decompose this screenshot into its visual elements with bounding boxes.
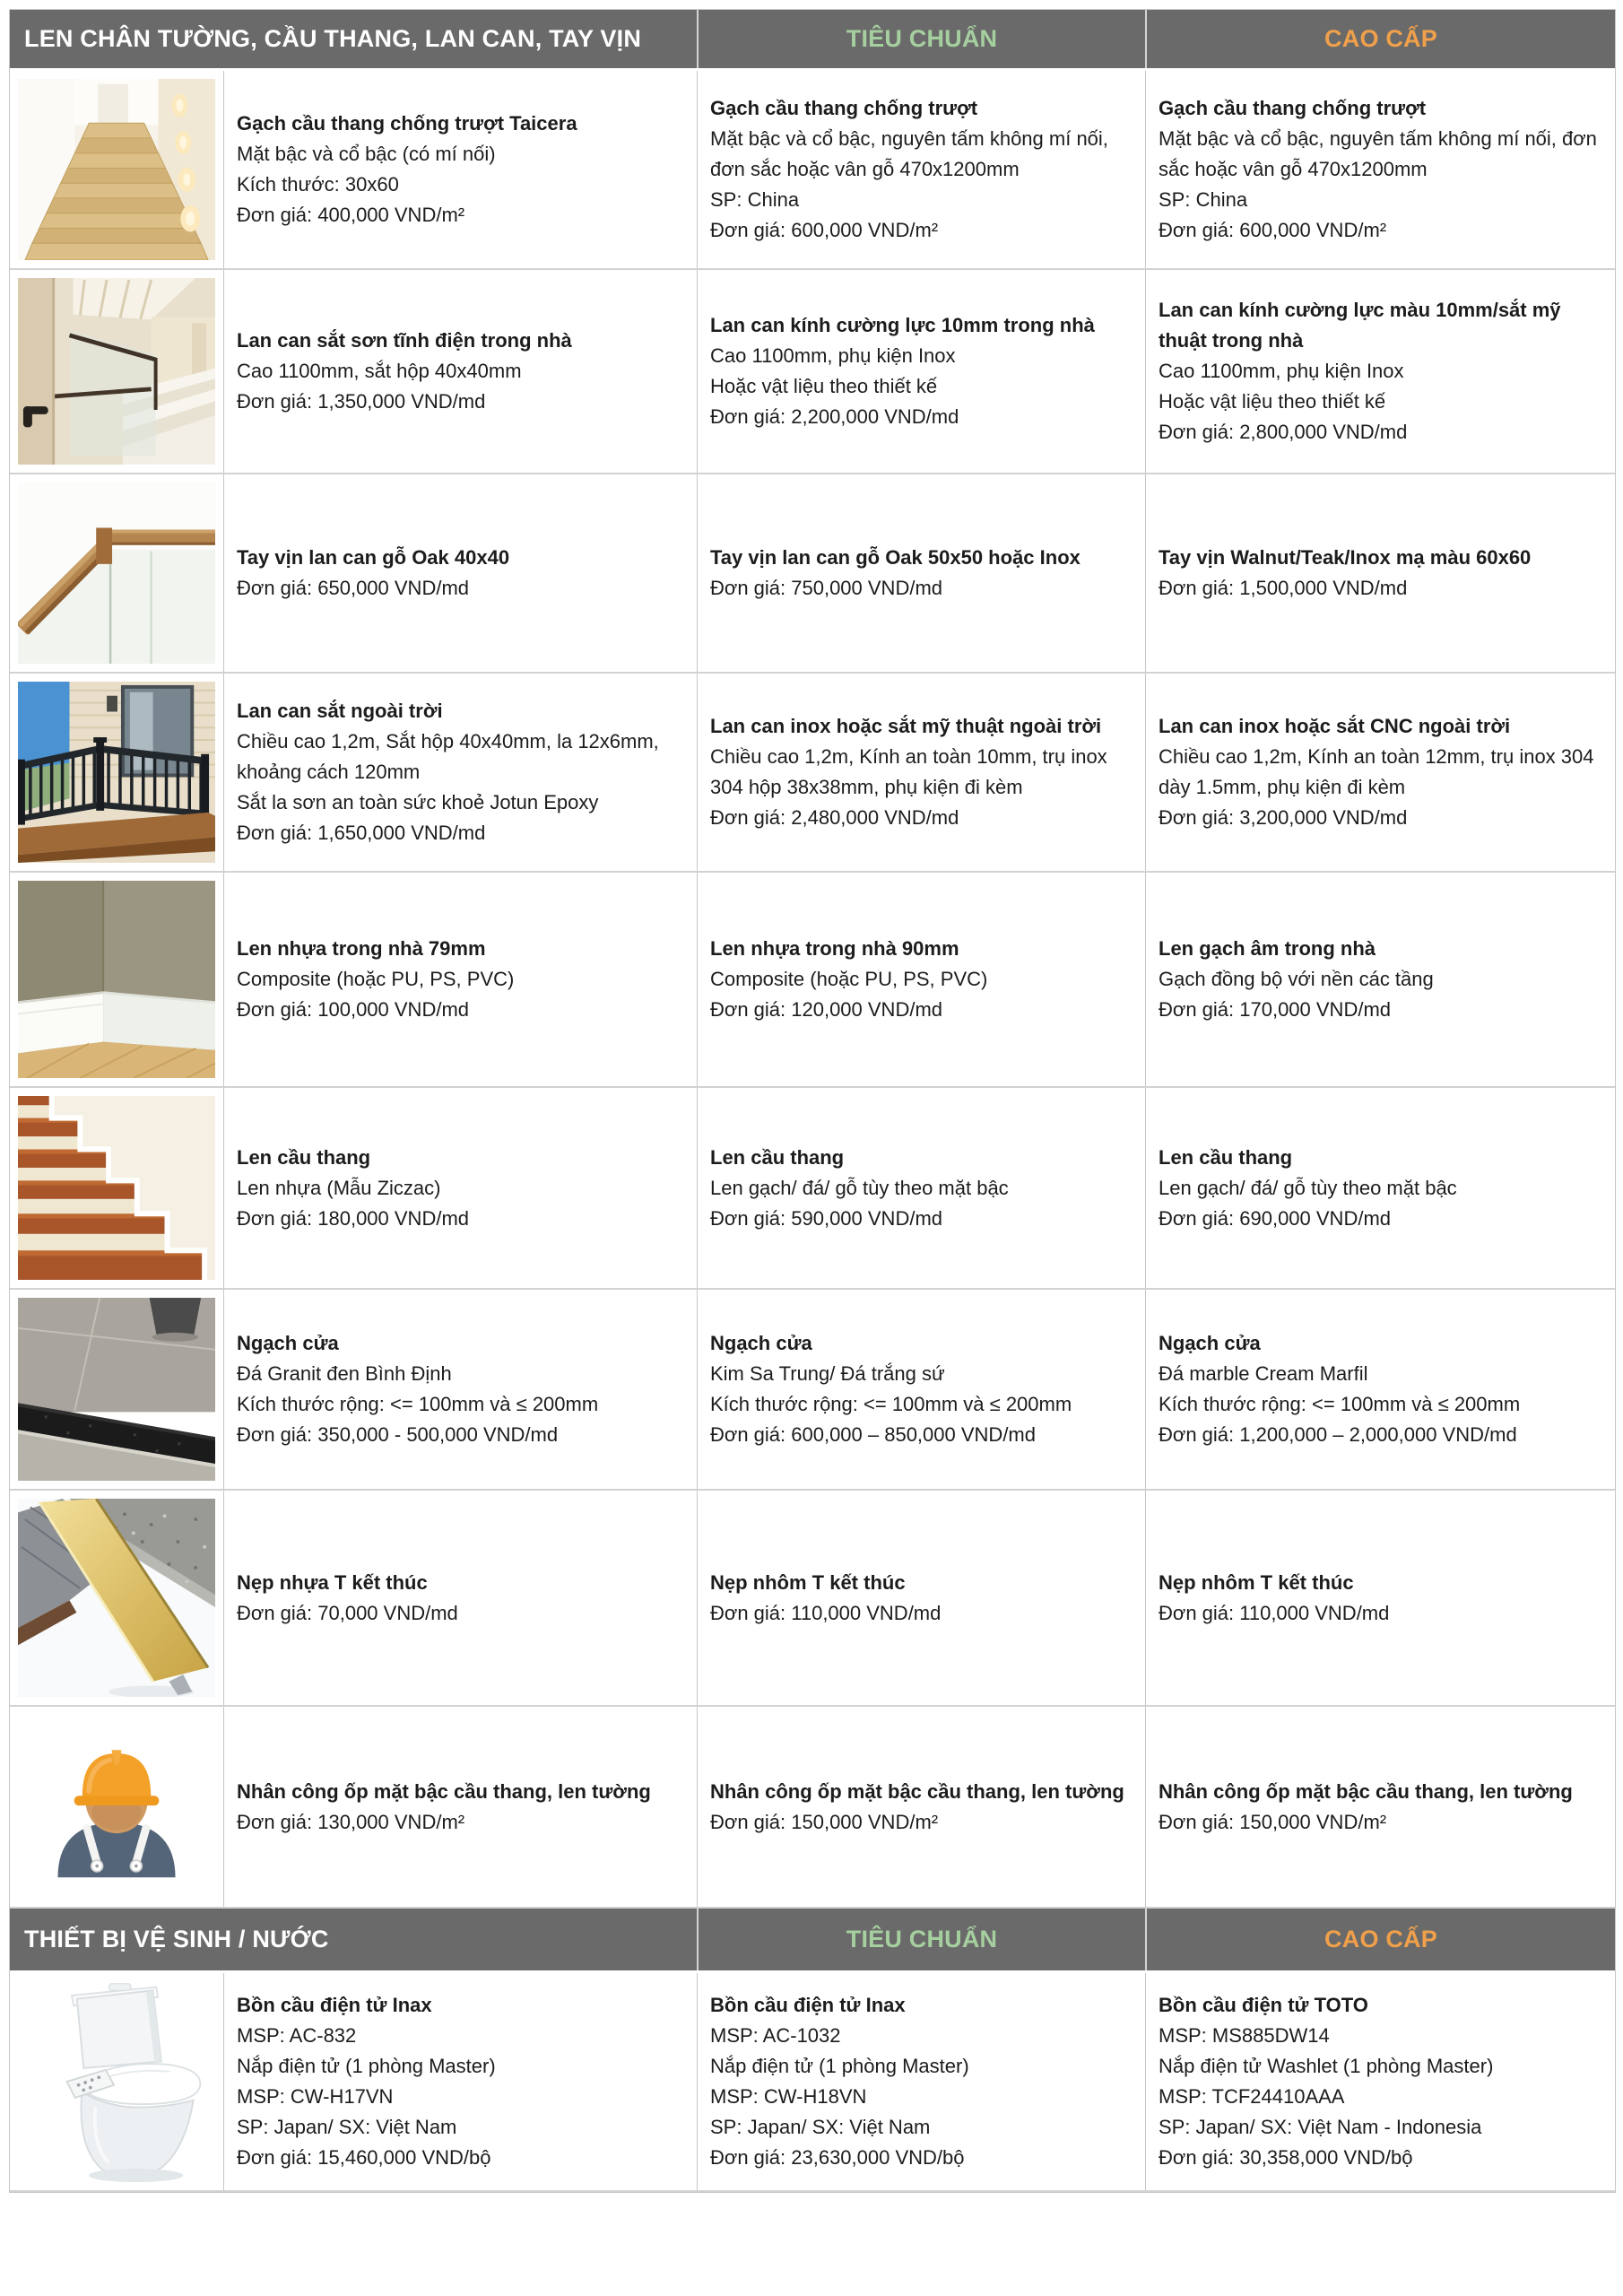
premium-column-header: CAO CẤP	[1145, 10, 1615, 68]
product-price: Đơn giá: 180,000 VND/md	[237, 1206, 470, 1230]
product-info	[1159, 1777, 1602, 1838]
product-info	[237, 934, 684, 1025]
product-info	[1159, 1990, 1602, 2173]
product-spec-line: MSP: TCF24410AAA	[1159, 2085, 1345, 2108]
product-spec-line: Hoặc vật liệu theo thiết kế	[710, 375, 938, 397]
product-price: Đơn giá: 350,000 - 500,000 VND/md	[237, 1423, 559, 1446]
product-title: Lan can kính cường lực màu 10mm/sắt mỹ thuật trong nhà	[1159, 299, 1561, 352]
product-info	[237, 1777, 684, 1838]
table-row	[10, 1290, 1615, 1491]
product-title: Len nhựa trong nhà 79mm	[237, 937, 486, 960]
wood-staircase-photo	[18, 79, 215, 260]
stair-skirting-photo	[18, 1096, 215, 1280]
product-cell	[223, 674, 697, 871]
product-price: Đơn giá: 100,000 VND/md	[237, 998, 470, 1021]
product-image-cell	[10, 270, 223, 473]
product-image-cell	[10, 474, 223, 672]
product-cell	[1145, 1973, 1615, 2190]
product-spec-line: Len nhựa (Mẫu Ziczac)	[237, 1176, 441, 1199]
standard-column-header: TIÊU CHUẨN	[697, 10, 1145, 68]
product-price: Đơn giá: 1,200,000 – 2,000,000 VND/md	[1159, 1423, 1517, 1446]
product-spec-line: Đá Granit đen Bình Định	[237, 1362, 452, 1385]
door-threshold-photo	[18, 1298, 215, 1481]
skirting-board-photo	[18, 881, 215, 1078]
product-cell	[223, 1088, 697, 1288]
product-title: Ngạch cửa	[1159, 1332, 1261, 1354]
product-info	[710, 310, 1133, 432]
product-spec-line: Mặt bậc và cổ bậc, nguyên tấm không mí nối, đơn sắc hoặc vân gỗ 470x1200mm	[1159, 127, 1597, 180]
product-title: Len cầu thang	[710, 1145, 845, 1169]
product-cell	[223, 1491, 697, 1705]
product-price: Đơn giá: 1,350,000 VND/md	[237, 390, 486, 413]
table-row	[10, 674, 1615, 873]
product-spec-line: SP: Japan/ SX: Việt Nam	[237, 2116, 457, 2138]
product-cell	[1145, 474, 1615, 672]
product-spec-line: Kích thước rộng: <= 100mm và ≤ 200mm	[1159, 1393, 1521, 1415]
product-title: Ngạch cửa	[237, 1332, 339, 1354]
product-cell	[697, 1707, 1145, 1907]
product-cell	[697, 71, 1145, 268]
product-price: Đơn giá: 110,000 VND/md	[710, 1601, 942, 1624]
product-cell	[1145, 674, 1615, 871]
product-cell	[697, 873, 1145, 1086]
product-title: Bồn cầu điện tử TOTO	[1159, 1994, 1368, 2016]
product-spec-line: Chiều cao 1,2m, Sắt hộp 40x40mm, la 12x6mm, khoảng cách 120mm	[237, 730, 659, 783]
product-price: Đơn giá: 120,000 VND/md	[710, 998, 943, 1021]
product-spec-line: SP: China	[710, 188, 800, 211]
section-title: LEN CHÂN TƯỜNG, CẦU THANG, LAN CAN, TAY VỊN	[24, 25, 642, 52]
product-spec-line: MSP: AC-832	[237, 2024, 357, 2047]
product-price: Đơn giá: 15,460,000 VND/bộ	[237, 2146, 491, 2169]
outdoor-railing-photo	[18, 682, 215, 863]
product-price: Đơn giá: 690,000 VND/md	[1159, 1206, 1392, 1230]
electronic-toilet-photo	[27, 1980, 206, 2183]
product-title: Lan can sắt sơn tĩnh điện trong nhà	[237, 329, 572, 352]
section-header	[10, 1909, 1615, 1973]
t-trim-photo	[18, 1499, 215, 1697]
product-title: Lan can inox hoặc sắt mỹ thuật ngoài trời	[710, 715, 1102, 737]
product-title: Tay vịn lan can gỗ Oak 50x50 hoặc Inox	[710, 546, 1081, 569]
product-title: Tay vịn Walnut/Teak/Inox mạ màu 60x60	[1159, 546, 1532, 569]
product-cell	[223, 1290, 697, 1489]
product-spec-line: Kích thước: 30x60	[237, 173, 399, 196]
product-spec-line: Len gạch/ đá/ gỗ tùy theo mặt bậc	[710, 1176, 1009, 1199]
product-spec-line: Hoặc vật liệu theo thiết kế	[1159, 390, 1386, 413]
product-price: Đơn giá: 1,500,000 VND/md	[1159, 577, 1408, 599]
product-price: Đơn giá: 3,200,000 VND/md	[1159, 806, 1408, 829]
product-price: Đơn giá: 30,358,000 VND/bộ	[1159, 2146, 1413, 2169]
product-title: Nẹp nhôm T kết thúc	[710, 1570, 906, 1594]
premium-column-header: CAO CẤP	[1145, 1909, 1615, 1970]
product-spec-line: Mặt bậc và cổ bậc (có mí nối)	[237, 143, 496, 165]
product-info	[1159, 711, 1602, 833]
product-cell	[1145, 1088, 1615, 1288]
product-cell	[697, 1973, 1145, 2190]
product-price: Đơn giá: 400,000 VND/m²	[237, 204, 465, 226]
product-info	[710, 1568, 1133, 1629]
product-title: Nẹp nhôm T kết thúc	[1159, 1570, 1354, 1594]
product-cell	[697, 270, 1145, 473]
product-info	[1159, 295, 1602, 448]
product-price: Đơn giá: 150,000 VND/m²	[710, 1810, 939, 1833]
product-price: Đơn giá: 2,480,000 VND/md	[710, 806, 959, 829]
product-info	[710, 1143, 1133, 1234]
product-spec-line: Kích thước rộng: <= 100mm và ≤ 200mm	[237, 1393, 599, 1415]
product-cell	[697, 1290, 1145, 1489]
product-info	[1159, 1568, 1602, 1629]
product-spec-line: Chiều cao 1,2m, Kính an toàn 10mm, trụ inox 304 hộp 38x38mm, phụ kiện đi kèm	[710, 745, 1107, 798]
product-image-cell	[10, 1707, 223, 1907]
product-info	[237, 696, 684, 848]
product-info	[710, 711, 1133, 833]
product-info	[237, 109, 684, 230]
product-image-cell	[10, 1290, 223, 1489]
product-title: Gạch cầu thang chống trượt	[1159, 97, 1427, 119]
oak-handrail-photo	[18, 483, 215, 664]
product-cell	[223, 1707, 697, 1907]
product-price: Đơn giá: 2,800,000 VND/md	[1159, 421, 1408, 443]
product-info	[237, 1568, 684, 1629]
product-cell	[223, 1973, 697, 2190]
product-cell	[1145, 1290, 1615, 1489]
product-price: Đơn giá: 600,000 VND/m²	[1159, 219, 1387, 241]
product-title: Len cầu thang	[1159, 1145, 1293, 1169]
product-info	[710, 543, 1133, 604]
product-spec-line: Chiều cao 1,2m, Kính an toàn 12mm, trụ inox 304 dày 1.5mm, phụ kiện đi kèm	[1159, 745, 1594, 798]
product-image-cell	[10, 674, 223, 871]
product-info	[1159, 1328, 1602, 1450]
product-info	[710, 1990, 1133, 2173]
product-info	[237, 543, 684, 604]
product-cell	[1145, 71, 1615, 268]
product-spec-line: MSP: MS885DW14	[1159, 2024, 1330, 2047]
construction-worker-icon	[35, 1726, 198, 1889]
product-info	[237, 326, 684, 417]
product-cell	[223, 474, 697, 672]
product-spec-line: Kích thước rộng: <= 100mm và ≤ 200mm	[710, 1393, 1072, 1415]
product-cell	[223, 873, 697, 1086]
product-title: Len gạch âm trong nhà	[1159, 937, 1376, 960]
product-price: Đơn giá: 600,000 VND/m²	[710, 219, 939, 241]
product-spec-line: Mặt bậc và cổ bậc, nguyên tấm không mí nối, đơn sắc hoặc vân gỗ 470x1200mm	[710, 127, 1108, 180]
product-title: Ngạch cửa	[710, 1332, 812, 1354]
product-spec-line: Len gạch/ đá/ gỗ tùy theo mặt bậc	[1159, 1176, 1457, 1199]
product-title: Lan can inox hoặc sắt CNC ngoài trời	[1159, 715, 1511, 737]
product-title: Bồn cầu điện tử Inax	[710, 1994, 906, 2016]
product-info	[1159, 93, 1602, 246]
product-spec-line: Composite (hoặc PU, PS, PVC)	[710, 968, 988, 990]
product-price: Đơn giá: 590,000 VND/md	[710, 1206, 943, 1230]
product-title: Len cầu thang	[237, 1145, 371, 1169]
product-cell	[1145, 1707, 1615, 1907]
product-info	[237, 1990, 684, 2173]
product-title: Nẹp nhựa T kết thúc	[237, 1570, 428, 1594]
table-row	[10, 873, 1615, 1088]
product-price: Đơn giá: 1,650,000 VND/md	[237, 822, 486, 844]
product-spec-line: Gạch đồng bộ với nền các tầng	[1159, 968, 1434, 990]
product-info	[237, 1143, 684, 1234]
product-price: Đơn giá: 110,000 VND/md	[1159, 1601, 1390, 1624]
product-price: Đơn giá: 23,630,000 VND/bộ	[710, 2146, 965, 2169]
product-price: Đơn giá: 130,000 VND/m²	[237, 1810, 465, 1833]
product-spec-line: Sắt la sơn an toàn sức khoẻ Jotun Epoxy	[237, 791, 599, 813]
product-info	[1159, 1143, 1602, 1234]
glass-railing-stair-photo	[18, 278, 215, 465]
product-title: Tay vịn lan can gỗ Oak 40x40	[237, 546, 510, 569]
product-cell	[697, 1088, 1145, 1288]
product-info	[1159, 934, 1602, 1025]
product-spec-line: Cao 1100mm, phụ kiện Inox	[710, 344, 956, 367]
product-image-cell	[10, 1491, 223, 1705]
table-row	[10, 1973, 1615, 2192]
table-row	[10, 1707, 1615, 1909]
product-price: Đơn giá: 150,000 VND/m²	[1159, 1810, 1387, 1833]
table-row	[10, 71, 1615, 270]
table-row	[10, 270, 1615, 474]
product-spec-line: Kim Sa Trung/ Đá trắng sứ	[710, 1362, 945, 1385]
product-spec-line: SP: Japan/ SX: Việt Nam	[710, 2116, 931, 2138]
product-image-cell	[10, 1088, 223, 1288]
product-cell	[1145, 873, 1615, 1086]
product-spec-line: SP: Japan/ SX: Việt Nam - Indonesia	[1159, 2116, 1482, 2138]
product-info	[710, 93, 1133, 246]
product-title: Lan can sắt ngoài trời	[237, 700, 443, 722]
product-title: Nhân công ốp mặt bậc cầu thang, len tường	[710, 1779, 1124, 1803]
product-cell	[1145, 1491, 1615, 1705]
product-price: Đơn giá: 2,200,000 VND/md	[710, 405, 959, 428]
product-cell	[1145, 270, 1615, 473]
product-spec-line: Nắp điện tử (1 phòng Master)	[237, 2055, 496, 2077]
product-spec-line: Cao 1100mm, sắt hộp 40x40mm	[237, 360, 522, 382]
product-title: Bồn cầu điện tử Inax	[237, 1994, 432, 2016]
product-title: Lan can kính cường lực 10mm trong nhà	[710, 314, 1095, 336]
product-title: Len nhựa trong nhà 90mm	[710, 937, 959, 960]
product-cell	[223, 71, 697, 268]
product-price: Đơn giá: 170,000 VND/md	[1159, 998, 1392, 1021]
product-title: Gạch cầu thang chống trượt	[710, 97, 978, 119]
table-row	[10, 1088, 1615, 1290]
product-title: Gạch cầu thang chống trượt Taicera	[237, 112, 577, 135]
table-row	[10, 1491, 1615, 1707]
product-spec-line: Cao 1100mm, phụ kiện Inox	[1159, 360, 1404, 382]
product-cell	[223, 270, 697, 473]
product-spec-line: SP: China	[1159, 188, 1248, 211]
product-price: Đơn giá: 70,000 VND/md	[237, 1601, 458, 1624]
product-image-cell	[10, 1973, 223, 2190]
product-title: Nhân công ốp mặt bậc cầu thang, len tường	[1159, 1779, 1573, 1803]
pricing-table	[9, 9, 1616, 2193]
section-title: THIẾT BỊ VỆ SINH / NƯỚC	[24, 1926, 329, 1952]
product-price: Đơn giá: 750,000 VND/md	[710, 577, 943, 599]
product-price: Đơn giá: 650,000 VND/md	[237, 577, 470, 599]
table-row	[10, 474, 1615, 674]
product-spec-line: Nắp điện tử (1 phòng Master)	[710, 2055, 969, 2077]
product-info	[710, 934, 1133, 1025]
product-info	[237, 1328, 684, 1450]
standard-column-header: TIÊU CHUẨN	[697, 1909, 1145, 1970]
product-image-cell	[10, 873, 223, 1086]
product-info	[710, 1777, 1133, 1838]
product-cell	[697, 474, 1145, 672]
product-spec-line: Nắp điện tử Washlet (1 phòng Master)	[1159, 2055, 1494, 2077]
product-info	[710, 1328, 1133, 1450]
product-image-cell	[10, 71, 223, 268]
product-spec-line: Composite (hoặc PU, PS, PVC)	[237, 968, 515, 990]
product-cell	[697, 1491, 1145, 1705]
product-cell	[697, 674, 1145, 871]
section-header	[10, 10, 1615, 71]
product-spec-line: Đá marble Cream Marfil	[1159, 1362, 1368, 1385]
product-title: Nhân công ốp mặt bậc cầu thang, len tường	[237, 1779, 651, 1803]
product-spec-line: MSP: CW-H18VN	[710, 2085, 867, 2108]
product-price: Đơn giá: 600,000 – 850,000 VND/md	[710, 1423, 1036, 1446]
product-info	[1159, 543, 1602, 604]
product-spec-line: MSP: CW-H17VN	[237, 2085, 394, 2108]
product-spec-line: MSP: AC-1032	[710, 2024, 841, 2047]
